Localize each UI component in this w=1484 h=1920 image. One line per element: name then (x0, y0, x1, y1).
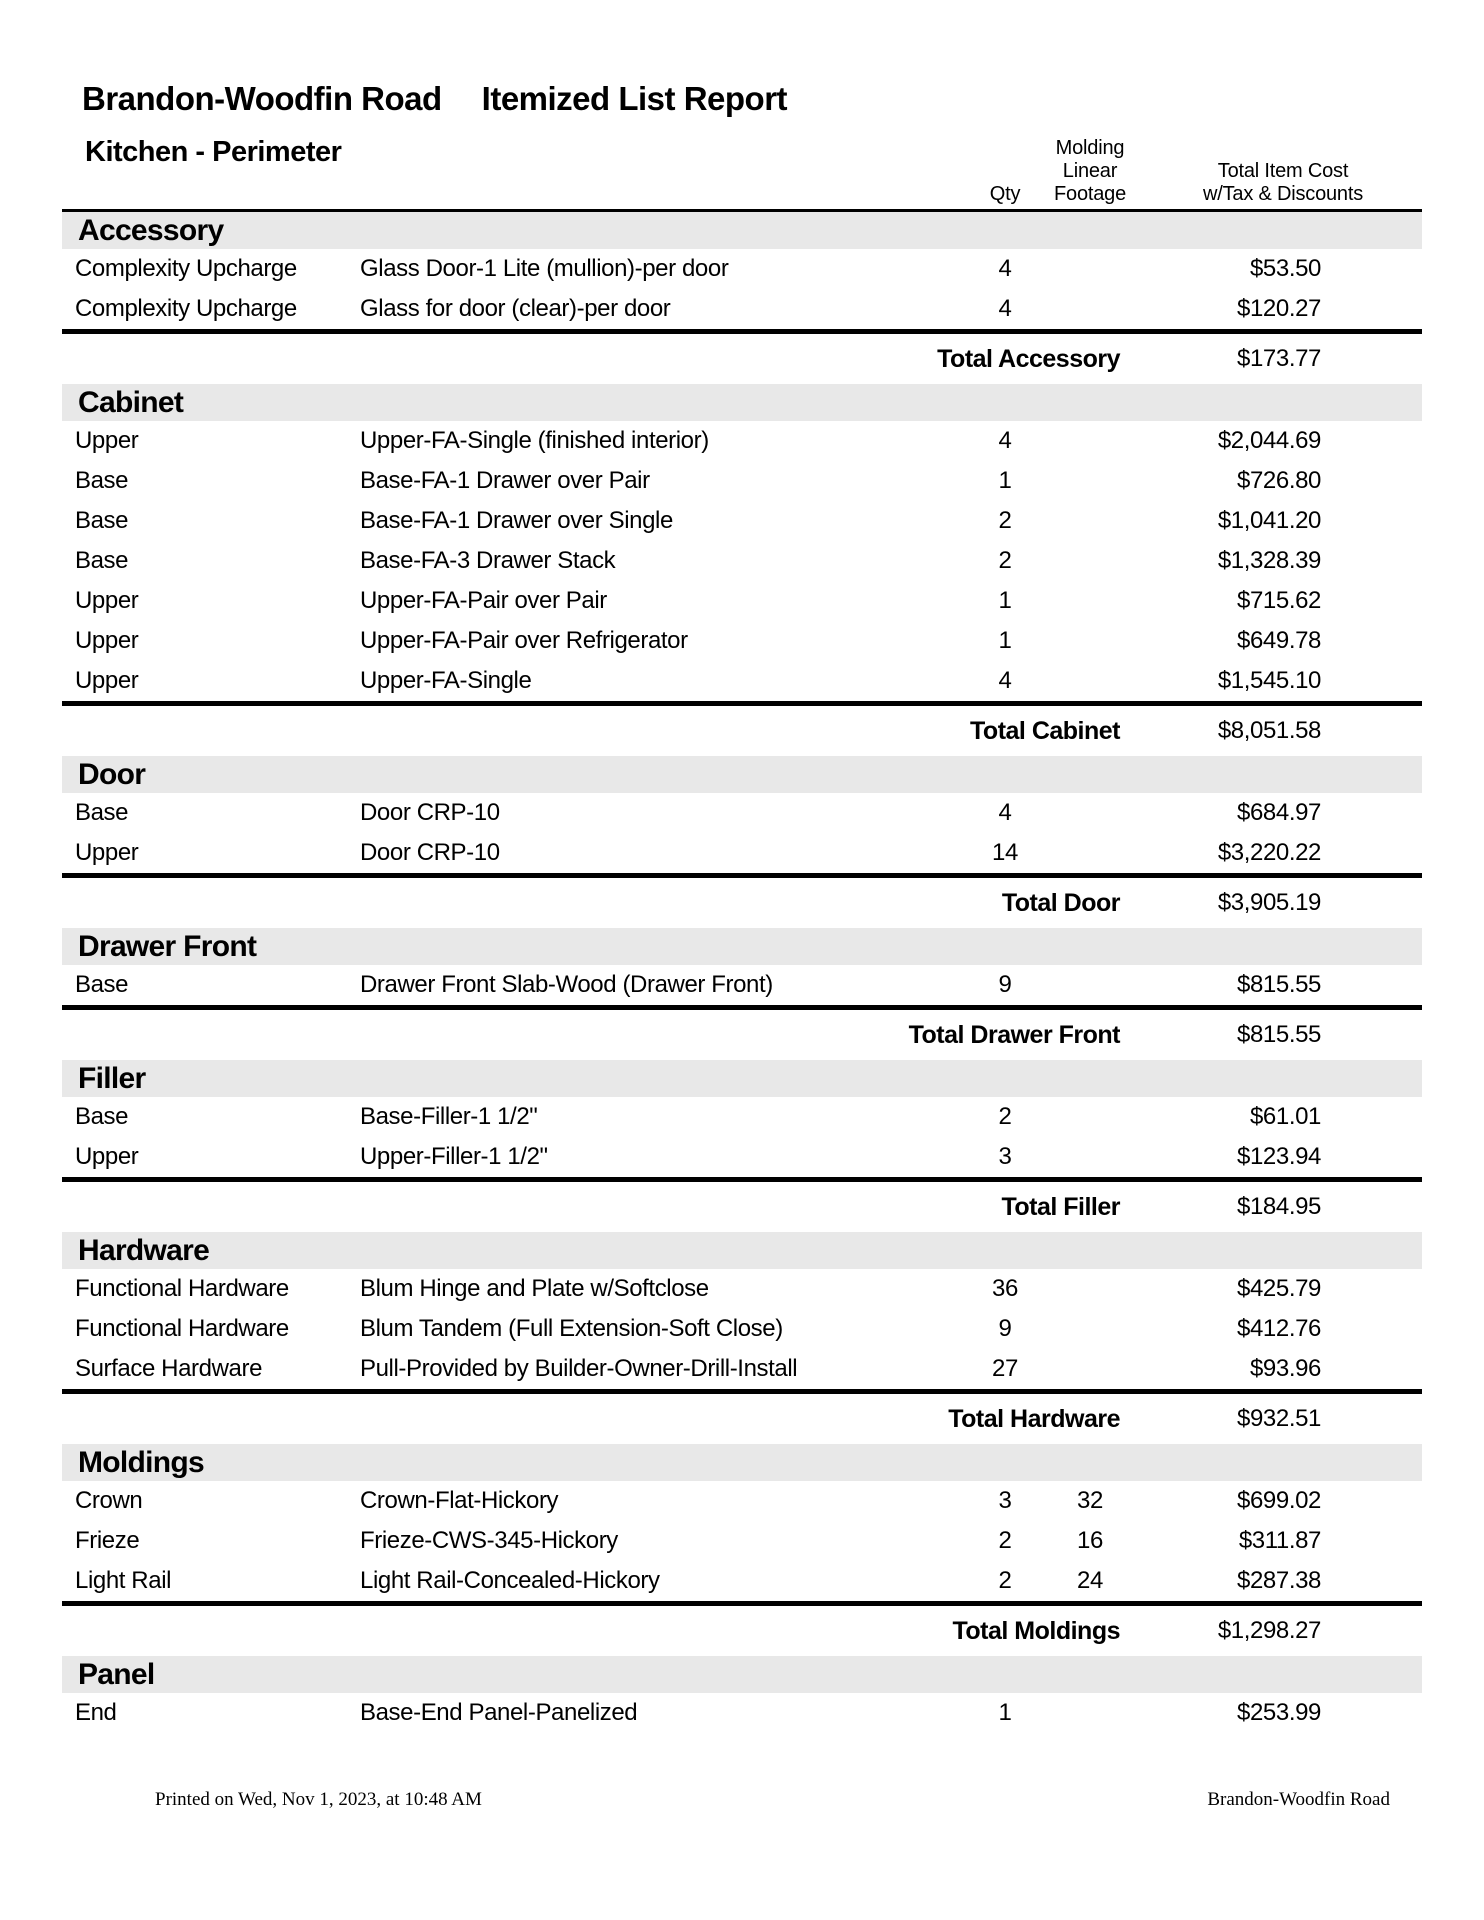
item-category: Upper (75, 839, 139, 866)
section-title: Hardware (78, 1233, 210, 1267)
section-rows (62, 1269, 1422, 1389)
item-qty: 9 (998, 971, 1012, 998)
item-description: Blum Hinge and Plate w/Softclose (360, 1275, 709, 1302)
report-section (62, 384, 1422, 756)
item-category: Complexity Upcharge (75, 255, 297, 282)
item-cost: $93.96 (1249, 1355, 1321, 1382)
column-header-line: w/Tax & Discounts (1203, 183, 1363, 205)
item-cost: $699.02 (1237, 1487, 1321, 1514)
item-category: Base (75, 1103, 129, 1130)
item-cost: $425.79 (1237, 1275, 1321, 1302)
item-qty: 1 (998, 587, 1012, 614)
column-header-molding-linear-footage (1054, 137, 1126, 206)
item-qty: 4 (998, 295, 1012, 322)
item-row (62, 1521, 1422, 1561)
column-header-total-item-cost (1203, 160, 1363, 206)
item-category: Complexity Upcharge (75, 295, 297, 322)
item-category: Frieze (75, 1527, 140, 1554)
section-header-band (62, 928, 1422, 965)
item-description: Blum Tandem (Full Extension-Soft Close) (360, 1315, 783, 1342)
item-row (62, 1309, 1422, 1349)
item-description: Frieze-CWS-345-Hickory (360, 1527, 618, 1554)
item-cost: $61.01 (1249, 1103, 1321, 1130)
section-total-row (62, 878, 1422, 928)
item-category: Base (75, 547, 129, 574)
item-category: Functional Hardware (75, 1275, 289, 1302)
item-qty: 4 (998, 799, 1012, 826)
section-title: Moldings (78, 1445, 205, 1479)
section-total-row (62, 706, 1422, 756)
item-category: Surface Hardware (75, 1355, 263, 1382)
item-qty: 9 (998, 1315, 1012, 1342)
item-category: Upper (75, 667, 139, 694)
item-qty: 2 (998, 1567, 1012, 1594)
section-total-label: Total Accessory (937, 344, 1120, 373)
section-header-band (62, 1656, 1422, 1693)
item-row (62, 461, 1422, 501)
item-description: Upper-FA-Single (360, 667, 532, 694)
item-description: Base-FA-3 Drawer Stack (360, 547, 616, 574)
item-description: Glass Door-1 Lite (mullion)-per door (360, 255, 729, 282)
item-cost: $53.50 (1249, 255, 1321, 282)
item-cost: $1,545.10 (1217, 667, 1321, 694)
item-description: Base-End Panel-Panelized (360, 1699, 638, 1726)
section-total-value: $3,905.19 (1217, 889, 1321, 916)
section-total-row (62, 1182, 1422, 1232)
report-title-project: Brandon-Woodfin Road (82, 80, 442, 117)
item-row (62, 1561, 1422, 1601)
item-cost: $311.87 (1238, 1527, 1321, 1554)
report-section (62, 212, 1422, 384)
item-cost: $3,220.22 (1217, 839, 1321, 866)
item-description: Glass for door (clear)-per door (360, 295, 671, 322)
section-header-band (62, 1232, 1422, 1269)
section-total-value: $173.77 (1237, 345, 1321, 372)
section-rows (62, 421, 1422, 701)
section-rows (62, 1097, 1422, 1177)
item-row (62, 661, 1422, 701)
item-category: Crown (75, 1487, 143, 1514)
item-cost: $1,041.20 (1217, 507, 1321, 534)
item-category: Base (75, 971, 129, 998)
item-qty: 2 (998, 507, 1012, 534)
item-description: Upper-FA-Pair over Refrigerator (360, 627, 688, 654)
section-total-label: Total Filler (1001, 1192, 1120, 1221)
item-description: Door CRP-10 (360, 839, 500, 866)
section-title: Panel (78, 1657, 155, 1691)
column-header-line: Molding (1055, 137, 1125, 159)
column-header-qty: Qty (989, 183, 1021, 205)
item-qty: 3 (998, 1487, 1012, 1514)
report-section (62, 1060, 1422, 1232)
item-row (62, 249, 1422, 289)
item-row (62, 501, 1422, 541)
item-category: Base (75, 467, 129, 494)
section-rows (62, 1693, 1422, 1733)
printed-timestamp: Printed on Wed, Nov 1, 2023, at 10:48 AM (155, 1789, 482, 1810)
item-qty: 4 (998, 255, 1012, 282)
item-category: Upper (75, 587, 139, 614)
section-total-label: Total Cabinet (970, 716, 1120, 745)
item-description: Base-FA-1 Drawer over Single (360, 507, 673, 534)
section-header-band (62, 756, 1422, 793)
report-title-type: Itemized List Report (481, 80, 788, 117)
item-cost: $715.62 (1237, 587, 1321, 614)
column-header-line: Footage (1054, 183, 1126, 205)
section-rows (62, 793, 1422, 873)
item-cost: $2,044.69 (1217, 427, 1321, 454)
item-description: Upper-FA-Single (finished interior) (360, 427, 709, 454)
column-header-line: Total Item Cost (1217, 160, 1349, 182)
item-qty: 4 (998, 667, 1012, 694)
section-title: Accessory (78, 213, 224, 247)
section-header-band (62, 1444, 1422, 1481)
report-section (62, 928, 1422, 1060)
section-total-label: Total Door (1001, 888, 1120, 917)
section-title: Cabinet (78, 385, 184, 419)
column-header-line: Linear (1062, 160, 1118, 182)
item-description: Crown-Flat-Hickory (360, 1487, 559, 1514)
item-qty: 1 (998, 1699, 1012, 1726)
section-total-row (62, 1606, 1422, 1656)
item-row (62, 833, 1422, 873)
page-footer (155, 1789, 1390, 1811)
section-total-value: $815.55 (1237, 1021, 1321, 1048)
item-description: Pull-Provided by Builder-Owner-Drill-Install (360, 1355, 798, 1382)
item-description: Door CRP-10 (360, 799, 500, 826)
item-row (62, 581, 1422, 621)
item-cost: $412.76 (1237, 1315, 1321, 1342)
section-total-row (62, 334, 1422, 384)
item-cost: $123.94 (1237, 1143, 1321, 1170)
item-cost: $726.80 (1237, 467, 1321, 494)
section-total-label: Total Moldings (952, 1616, 1120, 1645)
item-description: Base-FA-1 Drawer over Pair (360, 467, 650, 494)
section-total-label: Total Hardware (948, 1404, 1120, 1433)
section-header-band (62, 1060, 1422, 1097)
item-category: Upper (75, 427, 139, 454)
section-total-value: $932.51 (1237, 1405, 1321, 1432)
room-subtitle: Kitchen - Perimeter (85, 136, 342, 168)
section-total-value: $8,051.58 (1217, 717, 1321, 744)
item-qty: 1 (998, 627, 1012, 654)
section-title: Filler (78, 1061, 146, 1095)
section-rows (62, 965, 1422, 1005)
item-qty: 14 (992, 839, 1018, 866)
table-header (62, 137, 1422, 206)
section-rows (62, 249, 1422, 329)
report-section (62, 1232, 1422, 1444)
item-row (62, 965, 1422, 1005)
item-row (62, 621, 1422, 661)
item-description: Drawer Front Slab-Wood (Drawer Front) (360, 971, 773, 998)
section-total-value: $184.95 (1237, 1193, 1321, 1220)
item-qty: 2 (998, 1527, 1012, 1554)
item-cost: $120.27 (1237, 295, 1321, 322)
item-molding-footage: 24 (1077, 1567, 1103, 1594)
item-category: Light Rail (75, 1567, 172, 1594)
item-row (62, 1097, 1422, 1137)
item-category: End (75, 1699, 117, 1726)
section-total-value: $1,298.27 (1217, 1617, 1321, 1644)
section-header-band (62, 212, 1422, 249)
item-molding-footage: 32 (1077, 1487, 1103, 1514)
item-cost: $1,328.39 (1217, 547, 1321, 574)
item-category: Upper (75, 627, 139, 654)
item-description: Upper-Filler-1 1/2" (360, 1143, 548, 1170)
item-qty: 2 (998, 547, 1012, 574)
item-category: Base (75, 507, 129, 534)
report-section (62, 1444, 1422, 1656)
item-row (62, 421, 1422, 461)
section-title: Door (78, 757, 146, 791)
item-qty: 2 (998, 1103, 1012, 1130)
section-title: Drawer Front (78, 929, 257, 963)
item-row (62, 1269, 1422, 1309)
footer-project-name: Brandon-Woodfin Road (1207, 1789, 1390, 1810)
item-qty: 27 (992, 1355, 1018, 1382)
item-description: Upper-FA-Pair over Pair (360, 587, 607, 614)
report-section (62, 1656, 1422, 1733)
item-cost: $684.97 (1237, 799, 1321, 826)
item-cost: $815.55 (1237, 971, 1321, 998)
section-total-row (62, 1010, 1422, 1060)
item-category: Upper (75, 1143, 139, 1170)
item-description: Light Rail-Concealed-Hickory (360, 1567, 660, 1594)
item-molding-footage: 16 (1077, 1527, 1103, 1554)
item-row (62, 1137, 1422, 1177)
item-qty: 1 (998, 467, 1012, 494)
item-category: Base (75, 799, 129, 826)
item-category: Functional Hardware (75, 1315, 289, 1342)
item-qty: 4 (998, 427, 1012, 454)
report-title (62, 0, 1422, 115)
item-row (62, 1481, 1422, 1521)
report-section (62, 756, 1422, 928)
sections-container (62, 212, 1422, 1733)
item-row (62, 289, 1422, 329)
item-row (62, 1349, 1422, 1389)
item-cost: $287.38 (1237, 1567, 1321, 1594)
item-qty: 36 (992, 1275, 1018, 1302)
item-cost: $649.78 (1237, 627, 1321, 654)
item-row (62, 1693, 1422, 1733)
item-row (62, 793, 1422, 833)
item-qty: 3 (998, 1143, 1012, 1170)
item-row (62, 541, 1422, 581)
item-cost: $253.99 (1237, 1699, 1321, 1726)
section-total-row (62, 1394, 1422, 1444)
section-rows (62, 1481, 1422, 1601)
item-description: Base-Filler-1 1/2" (360, 1103, 538, 1130)
section-header-band (62, 384, 1422, 421)
section-total-label: Total Drawer Front (908, 1020, 1120, 1049)
